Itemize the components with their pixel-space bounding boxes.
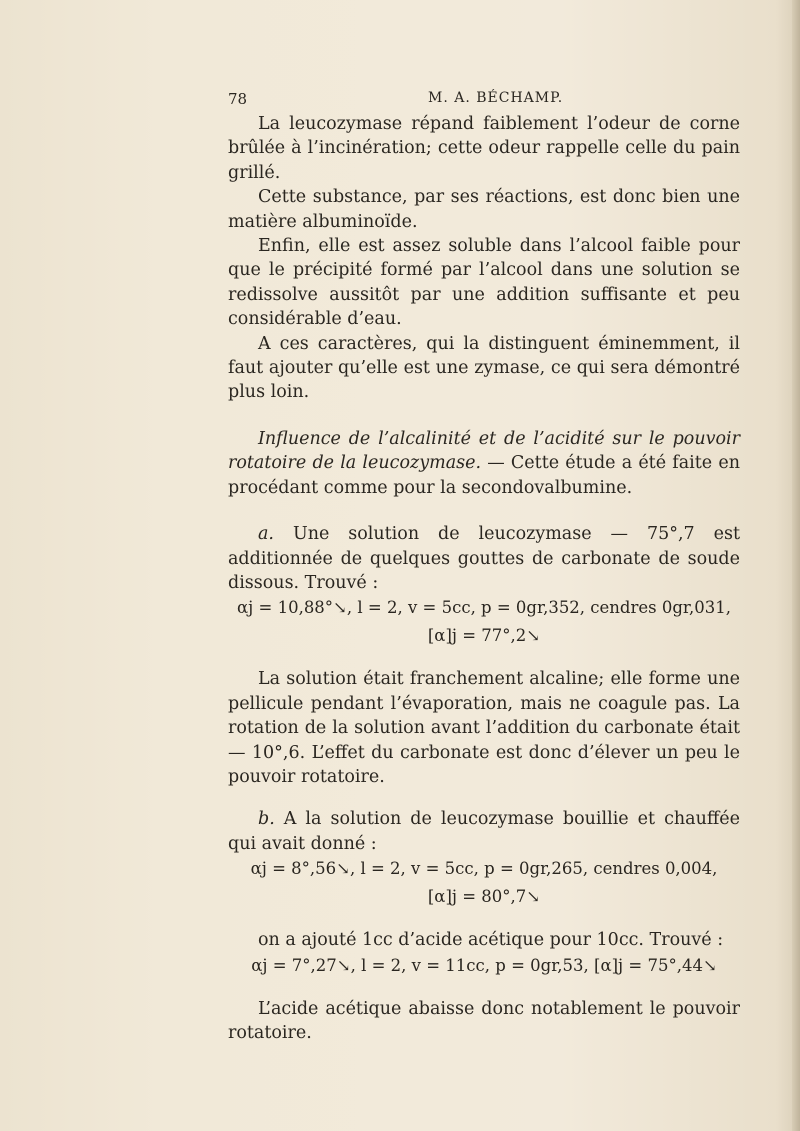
paragraph-albuminoid: Cette substance, par ses réactions, est donc bien une matière albuminoïde.	[228, 187, 740, 232]
paragraph-experiment-a	[228, 522, 740, 595]
section-heading: Influence de l’alcalinité et de l’acidité sur le pouvoir rotatoire de la leucozymase.	[228, 428, 740, 474]
paragraph-solubility: Enfin, elle est assez soluble dans l’alcool faible pour que le précipité formé par l’alcool dans une solution se redissolve aussitôt par une addition suffisante et peu considérable d’eau.	[228, 236, 740, 330]
formula-a-measure: αj = 10,88°↘, l = 2, v = 5cc, p = 0gr,352, cendres 0gr,031,	[237, 598, 731, 618]
paragraph-acetic: on a ajouté 1cc d’acide acétique pour 10cc. Trouvé :	[258, 930, 724, 951]
page-number: 78	[228, 90, 248, 108]
paragraph-incineration: La leucozymase répand faiblement l’odeur de corne brûlée à l’incinération; cette odeur rappelle celle du pain grillé.	[228, 114, 740, 183]
paragraph-conclusion: L’acide acétique abaisse donc notablement le pouvoir rotatoire.	[228, 998, 740, 1043]
label-a: a.	[258, 524, 274, 545]
paragraph-experiment-b	[228, 807, 740, 856]
experiment-a-text: Une solution de leucozymase — 75°,7 est additionnée de quelques gouttes de carbonate de soude dissous. Trouvé :	[228, 524, 740, 593]
formula-a-rotation: [α]j = 77°,2↘	[427, 626, 541, 646]
formula-b-rotation: [α]j = 80°,7↘	[427, 887, 541, 907]
paragraph-alkaline: La solution était franchement alcaline; elle forme une pellicule pendant l’évaporation, mais ne coagule pas. La rotation de la solution avant l’addition du carbonate était — 10°,6. L’effet du carbonate est donc d’élever un peu le pouvoir rotatoire.	[228, 669, 740, 787]
page-edge	[792, 0, 800, 1131]
running-head: M. A. BÉCHAMP.	[428, 90, 564, 106]
page-header	[228, 90, 738, 114]
page-body	[228, 112, 740, 1045]
formula-c-measure: αj = 7°,27↘, l = 2, v = 11cc, p = 0gr,53, [α]j = 75°,44↘	[251, 955, 717, 975]
paragraph-zymase: A ces caractères, qui la distinguent éminemment, il faut ajouter qu’elle est une zymase, ce qui sera démontré plus loin.	[228, 333, 740, 403]
formula-b-measure: αj = 8°,56↘, l = 2, v = 5cc, p = 0gr,265, cendres 0,004,	[250, 859, 718, 879]
experiment-b-text: A la solution de leucozymase bouillie et chauffée qui avait donné :	[228, 809, 740, 854]
paragraph-influence	[228, 427, 740, 500]
label-b: b.	[258, 809, 275, 830]
section-intro: — Cette étude a été faite en procédant comme pour la secondovalbumine.	[228, 453, 740, 498]
